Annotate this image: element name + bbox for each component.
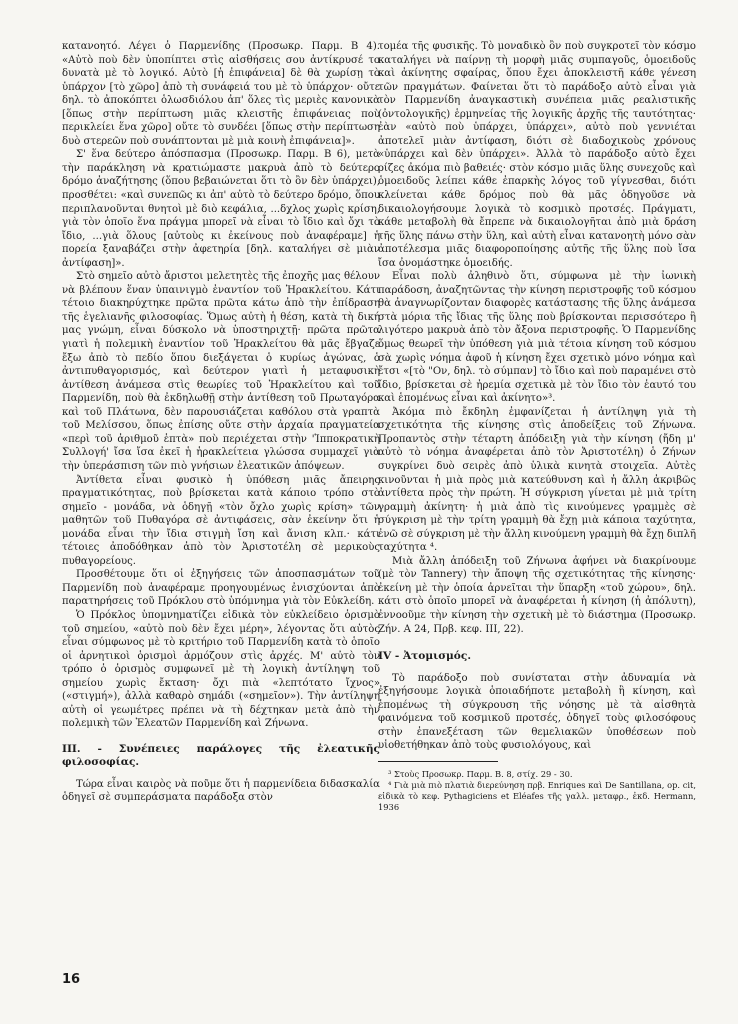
body-paragraph: τομέα τῆς φυσικῆς. Τὸ μοναδικὸ ὂν ποὺ συγκροτεῖ τὸν κόσμο καταλήγει νὰ παίρνῃ τὴ μορφὴ μιᾶς συμπαγοῦς, ὁμοειδοῦς καὶ ἀκίνητης σφαίρας, ὅπου ἔχει ἀποκλειστῆ κάθε γένεση τῶν πραγμάτων. Φαίνεται ὅτι τὸ παράδοξο αὐτὸ εἶναι γιὰ τὸν Παρμενίδη ἀναγκαστικὴ συνέπεια μιᾶς ρεαλιστικῆς (ὀντολογικῆς) ἑρμηνείας τῆς λογικῆς ἀρχῆς τῆς ταυτότητας· ἐὰν «αὐτὸ ποὺ ὑπάρχει, ὑπάρχει», αὐτὸ ποὺ γεννιέται ἀποτελεῖ μιὰν ἀντίφαση, διότι σὲ διαδοχικοὺς χρόνους «ὑπάρχει καὶ δὲν ὑπάρχει». Ἀλλὰ τὸ παράδοξο αὐτὸ ἔχει ρίζες ἀκόμα πιὸ βαθειές· στὸν κόσμο μιᾶς ὕλης συνεχοῦς καὶ ὁμοειδοῦς λείπει κάθε ἐπαρκὴς λόγος τοῦ γίγνεσθαι, διότι κλείνεται κάθε δρόμος ποὺ θὰ μᾶς ὁδηγοῦσε νὰ δικαιολογήσουμε λογικὰ τὸ κοσμικὸ προτσές. Πράγματι, κάθε μεταβολὴ θὰ ἔπρεπε νὰ δικαιολογῆται ἀπὸ μιὰ δράση τῆς ὕλης πάνω στὴν ὕλη, καὶ αὐτὴ εἶναι κατανοητὴ μόνο σὰν ἀποτέλεσμα μιᾶς διαφοροποίησης αὐτῆς τῆς ὕλης ποὺ ἴσα ἴσα ὀνομάστηκε ὁμοειδής. [378,41,696,269]
body-paragraph: Ἀντίθετα εἶναι φυσικὸ ἡ ὑπόθεση μιᾶς ἄπειρης πραγματικότητας, ποὺ βρίσκεται κατὰ κάποιο τρόπο στὸ σημεῖο - μονάδα, νὰ ὁδηγῇ «τὸν ὄχλο χωρὶς κρίση» τῶν μαθητῶν τοῦ Πυθαγόρα σὲ ἀντιφάσεις, σὰν ἐκείνην ὅτι ἡ μονάδα εἶναι τὴν ἴδια στιγμὴ ἴση καὶ ἄνιση κλπ.· κάτι τέτοιες ἀποδόθηκαν ἀπὸ τὸν Ἀριστοτέλη σὲ μερικοὺς πυθαγορείους. [62,474,380,567]
footnote: ⁴ Γιὰ μιὰ πιὸ πλατιὰ διερεύνηση πρβ. Enriques καὶ De Santillana, op. cit, εἰδικὰ τὸ κεφ. Pythagiciens et Eléafes τῆς γαλλ. μεταφρ., ἐκδ. Hermann, 1936 [378,779,696,812]
section-heading: III. - Συνέπειες παράλογες τῆς ἐλεατικῆς φιλοσοφίας. [62,742,380,769]
body-paragraph: Τὸ παράδοξο ποὺ συνίσταται στὴν ἀδυναμία νὰ ἐξηγήσουμε λογικὰ ὁποιαδήποτε μεταβολὴ ἢ κίνηση, καὶ ἑπομένως τὴ σύγκρουση τῆς νόησης μὲ τὰ αἰσθητὰ φαινόμενα τοῦ κοσμικοῦ προτσές, ὁδηγεῖ τοὺς φιλοσόφους στὴν ἐπανεξέταση τῶν θεμελιακῶν ὑποθέσεων ποὺ υἱοθετήθηκαν ἀπὸ τοὺς φυσιολόγους, καὶ [378,672,696,752]
right-column [378,40,696,813]
body-paragraph: Στὸ σημεῖο αὐτὸ ἄριστοι μελετητὲς τῆς ἐποχῆς μας θέλουν νὰ βλέπουν ἕναν ὑπαινιγμὸ ἐναντίον τοῦ Ἡρακλείτου. Κάτι τέτοιο διακηρύχτηκε πρῶτα πρῶτα κάτω ἀπὸ τὴν ἐπίδραση τῆς ἑγελιανῆς φιλοσοφίας. Ὅμως αὐτὴ ἡ θέση, κατὰ τὴ δική μας γνώμη, εἶναι δύσκολο νὰ ὑποστηριχτῇ· πρῶτα πρῶτα γιατὶ ἡ πολεμικὴ ἐναντίον τοῦ Ἡρακλείτου θὰ μᾶς ἔβγαζε ἔξω ἀπὸ τὸ πεδίο ὅπου διεξάγεται ὁ κυρίως ἀγώνας, ὁ ἀντιπυθαγορισμός, καὶ δεύτερον γιατὶ ἡ μεταφυσικὴ ἀντίθεση ἀνάμεσα στὶς θεωρίες τοῦ Ἡρακλείτου καὶ τοῦ Παρμενίδη, ποὺ θὰ ἐκδηλωθῇ στὴν ἀντίθεση τοῦ Πρωταγόρα καὶ τοῦ Πλάτωνα, δὲν παρουσιάζεται καθόλου στὰ γραπτὰ τοῦ Μελίσσου, ὅπως ἐπίσης οὔτε στὴν ἀρχαία πραγματεία «περὶ τοῦ ἀριθμοῦ ἑπτὰ» ποὺ περιέχεται στὴν 'Ἱπποκρατικὴ Συλλογή' ἴσα ἴσα ἐκεῖ ἡ ἡρακλείτεια γλώσσα συμμαχεῖ γιὰ τὴν ὑπεράσπιση τῶν πιὸ γνήσιων ἐλεατικῶν ἀπόψεων. [62,271,380,472]
left-column [62,40,380,805]
section-heading: IV - Ἀτομισμός. [378,650,472,663]
body-paragraph: Τώρα εἶναι καιρὸς νὰ ποῦμε ὅτι ἡ παρμενίδεια διδασκαλία ὁδηγεῖ σὲ συμπεράσματα παράδοξα στὸν [62,778,380,804]
footnotes [378,769,696,813]
body-paragraph: Εἶναι πολὺ ἀληθινὸ ὅτι, σύμφωνα μὲ τὴν ἰωνικὴ παράδοση, ἀναζητῶντας τὴν κίνηση περιστροφῆς τοῦ κόσμου θὰ ἀναγνωρίζονταν διαφορὲς κατάστασης τῆς ὕλης ἀνάμεσα στὰ μόρια τῆς ἴδιας τῆς ὕλης ποὺ βρίσκονται περισσότερο ἢ λιγότερο μακρυὰ ἀπὸ τὸν ἄξονα περιστροφῆς. Ὁ Παρμενίδης ὅμως θεωρεῖ τὴν ὑπόθεση γιὰ μιὰ τέτοια κίνηση τοῦ κόσμου σὰ χωρὶς νόημα ἀφοῦ ἡ κίνηση ἔχει σχετικὸ μόνο νόημα καὶ ἔτσι «[τὸ "Ον, δηλ. τὸ σύμπαν] τὸ ἴδιο καὶ ποὺ παραμένει στὸ ἴδιο, βρίσκεται σὲ ἠρεμία σχετικὰ μὲ τὸν ἴδιο τὸν ἑαυτό του καὶ ἑπομένως εἶναι καὶ ἀκίνητο»³. [378,271,696,405]
body-paragraph: Ἀκόμα πιὸ ἔκδηλη ἐμφανίζεται ἡ ἀντίληψη γιὰ τὴ σχετικότητα τῆς κίνησης στὶς ἀποδείξεις τοῦ Ζήνωνα. Προπαντὸς στὴν τέταρτη ἀπόδειξη γιὰ τὴν κίνηση (ἤδη μ' αὐτὸ τὸ νόημα ἀναφέρεται ἀπὸ τὸν Ἀριστοτέλη) ὁ Ζήνων συγκρίνει δυὸ σειρὲς ἀπὸ ὑλικὰ κινητὰ στοιχεῖα. Αὐτὲς κινοῦνται ἡ μιὰ πρὸς μιὰ κατεύθυνση καὶ ἡ ἄλλη ἀκριβῶς ἀντίθετα πρὸς τὴν πρώτη. Ἡ σύγκριση γίνεται μὲ μιὰ τρίτη γραμμὴ ἀκίνητη· ἡ μιὰ ἀπὸ τὶς κινούμενες γραμμὲς σὲ σύγκριση μὲ τὴν τρίτη γραμμὴ θὰ ἔχῃ μιὰ κάποια ταχύτητα, ἐνῶ σὲ σύγκριση μὲ τὴν ἄλλη κινούμενη γραμμὴ θὰ ἔχῃ διπλῆ ταχύτητα ⁴. [378,406,696,554]
body-paragraph: Ὁ Πρόκλος ὑπομνηματίζει εἰδικὰ τὸν εὐκλείδειο ὁρισμὸ τοῦ σημείου, «αὐτὸ ποὺ δὲν ἔχει μέρη», λέγοντας ὅτι αὐτὸς εἶναι σύμφωνος μὲ τὸ κριτήριο τοῦ Παρμενίδη κατὰ τὸ ὁποῖο οἱ ἀρνητικοὶ ὁρισμοὶ ἁρμόζουν στὶς ἀρχές. Μ' αὐτὸ τὸν τρόπο ὁ ὁρισμὸς συμφωνεῖ μὲ τὴ λογικὴ ἀντίληψη τοῦ σημείου χωρὶς ἔκταση· ὄχι πιὰ «λεπτότατο ἴχνος» («στιγμή»), ἀλλὰ καθαρὸ σημάδι («σημεῖον»). Τὴν ἀντίληψη αὐτὴ οἱ γεωμέτρες πρέπει νὰ τὴ δέχτηκαν μετὰ ἀπὸ τὴν πολεμικὴ τῶν Ἐλεατῶν Παρμενίδη καὶ Ζήνωνα. [62,609,380,730]
body-paragraph: Μιὰ ἄλλη ἀπόδειξη τοῦ Ζήνωνα ἀφήνει νὰ διακρίνουμε (μὲ τὸν Tannery) τὴν ἄποψη τῆς σχετικότητας τῆς κίνησης· ἐκείνη μὲ τὴν ὁποία ἀρνεῖται τὴν ὕπαρξη «τοῦ χώρου», δηλ. κάτι στὸ ὁποῖο μπορεῖ νὰ ἀναφέρεται ἡ κίνηση (ἡ ἀπόλυτη), ἐννοοῦμε τὴν κίνηση τὴν σχετικὴ μὲ τὸ διάστημα (Προσωκρ. Ζήν. Α 24, Πρβ. κεφ. III, 22). [378,555,696,635]
footnote: ³ Στοὺς Προσωκρ. Παρμ. Β. 8, στίχ. 29 - 30. [388,768,573,779]
footnote-divider [378,761,498,762]
body-paragraph: Προσθέτουμε ὅτι οἱ ἐξηγήσεις τῶν ἀποσπασμάτων τοῦ Παρμενίδη ποὺ ἀναφέραμε προηγουμένως ἐνισχύονται ἀπὸ παρατηρήσεις τοῦ Πρόκλου στὸ ὑπόμνημα γιὰ τὸν Εὐκλείδη. [62,569,380,608]
body-paragraph: κατανοητό. Λέγει ὁ Παρμενίδης (Προσωκρ. Παρμ. Β 4). «Αὐτὸ ποὺ δὲν ὑποπίπτει στὶς αἰσθήσεις σου ἀντίκρυσέ το δυνατὰ μὲ τὸ λογικό. Αὐτὸ [ἡ ἐπιφάνεια] δὲ θὰ χωρίσῃ τὸ ὑπάρχον [τὸ χῶρο] ἀπὸ τὴ συνάφειά του μὲ τὸ ὑπάρχον· οὔτε δηλ. τὸ ἀποκόπτει ὁλωσδιόλου ἀπ' ὅλες τὶς μεριὲς κανονικὰ [ὅπως στὴν περίπτωση μιᾶς κλειστῆς ἐπιφάνειας ποὺ περικλείει ἕνα χῶρο] οὔτε τὸ συνδέει [ὅπως στὴν περίπτωση δυὸ στερεῶν ποὺ συνάπτονται μὲ μιὰ κοινὴ ἐπιφάνεια]». [62,41,380,147]
page-number: 16 [62,972,81,987]
body-paragraph: Σ' ἕνα δεύτερο ἀπόσπασμα (Προσωκρ. Παρμ. Β 6), μετὰ τὴν παράκληση νὰ κρατιώμαστε μακρυὰ ἀπὸ τὸ δεύτερο δρόμο ἀναζήτησης (ὅπου βεβαιώνεται ὅτι τὸ ὂν δὲν ὑπάρχει), προσθέτει: «καὶ συνεπῶς κι ἀπ' αὐτὸ τὸ δεύτερο δρόμο, ὅπου περιπλανοῦνται θνητοὶ μὲ διὸ κεφάλια, ...δχλος χωρὶς κρίση, γιὰ τὸν ὁποῖο ἕνα πράγμα μπορεῖ νὰ εἶναι τὸ ἴδιο καὶ ὄχι τὸ ἴδιο, ...γιὰ ὅλους [αὐτοὺς κι ἐκείνους ποὺ ἀναφέραμε] ἡ πορεία ξαναβάζει στὴν ἀφετηρία [δηλ. καταλήγει σὲ μιὰν ἀντίφαση]». [62,149,380,269]
